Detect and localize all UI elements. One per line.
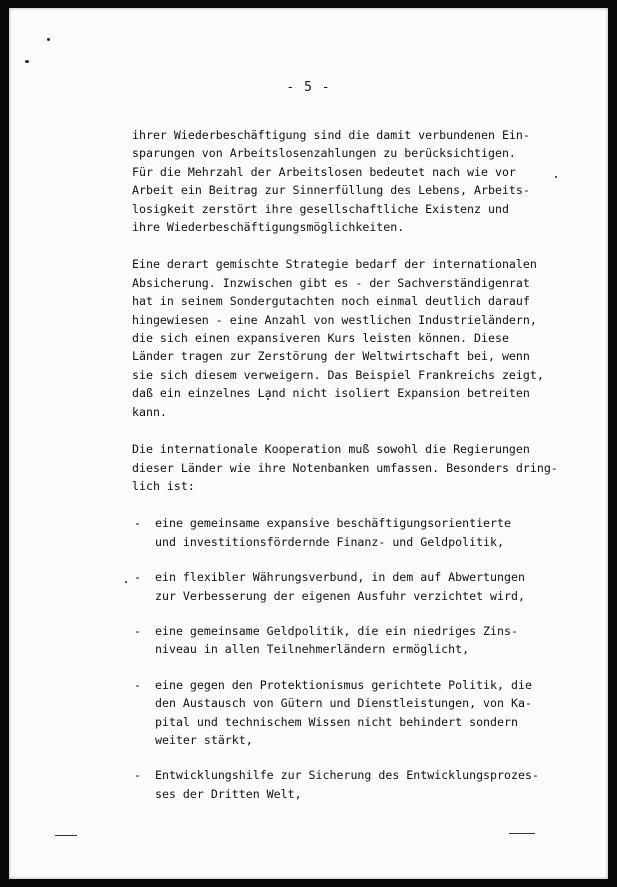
text-line: ein flexibler Währungsverbund, in dem auf Abwertungen <box>155 570 525 585</box>
dash-bullet: - <box>134 516 141 531</box>
scan-speck <box>125 581 127 583</box>
list-item <box>132 514 592 551</box>
list-item <box>132 766 592 803</box>
dash-bullet: - <box>134 570 141 585</box>
text-line: sparungen von Arbeitslosenzahlungen zu berücksichtigen. <box>132 146 516 161</box>
text-line: lich ist: <box>132 478 195 493</box>
text-line: ses der Dritten Welt, <box>155 786 302 801</box>
text-line: hingewiesen - eine Anzahl von westlichen Industrieländern, <box>132 312 537 327</box>
document-page <box>9 8 608 879</box>
dash-bullet: - <box>134 677 141 692</box>
list-item <box>132 568 592 605</box>
text-line: hat in seinem Sondergutachten noch einmal deutlich darauf <box>132 294 530 309</box>
text-line: Arbeit ein Beitrag zur Sinnerfüllung des Lebens, Arbeits- <box>132 183 530 198</box>
paragraph <box>132 255 592 421</box>
text-line: und investitionsfördernde Finanz- und Geldpolitik, <box>155 534 505 549</box>
scan-speck <box>47 38 50 41</box>
bullet-list <box>132 514 592 803</box>
list-item <box>132 622 592 659</box>
dash-bullet: - <box>134 768 141 783</box>
scan-mark <box>509 833 535 834</box>
paragraph <box>132 126 592 236</box>
text-line: pital und technischem Wissen nicht behindert sondern <box>155 714 518 729</box>
text-line: die sich einen expansiveren Kurs leisten können. Diese <box>132 331 509 346</box>
scan-speck <box>25 60 29 63</box>
text-line: Eine derart gemischte Strategie bedarf der internationalen <box>132 257 537 272</box>
text-line: eine gegen den Protektionismus gerichtete Politik, die <box>155 677 532 692</box>
text-line: kann. <box>132 404 167 419</box>
text-line: niveau in allen Teilnehmerländern ermöglicht, <box>155 642 470 657</box>
list-item <box>132 676 592 750</box>
dash-bullet: - <box>134 623 141 638</box>
text-line: Länder tragen zur Zerstörung der Weltwirtschaft bei, wenn <box>132 349 530 364</box>
page-number: - 5 - <box>286 80 331 95</box>
text-line: Absicherung. Inzwischen gibt es - der Sachverständigenrat <box>132 275 530 290</box>
text-line: sie sich diesem verweigern. Das Beispiel Frankreichs zeigt, <box>132 367 544 382</box>
text-line: Entwicklungshilfe zur Sicherung des Entwicklungsprozes- <box>155 768 539 783</box>
document-body <box>132 126 592 820</box>
text-line: Für die Mehrzahl der Arbeitslosen bedeutet nach wie vor <box>132 164 516 179</box>
text-line: Die internationale Kooperation muß sowohl die Regierungen <box>132 442 530 457</box>
text-line: ihre Wiederbeschäftigungsmöglichkeiten. <box>132 220 405 235</box>
text-line: eine gemeinsame Geldpolitik, die ein niedriges Zins- <box>155 623 518 638</box>
text-line: den Austausch von Gütern und Dienstleistungen, von Ka- <box>155 696 532 711</box>
text-line: ihrer Wiederbeschäftigung sind die damit verbundenen Ein- <box>132 128 530 142</box>
text-line: losigkeit zerstört ihre gesellschaftliche Existenz und <box>132 201 509 216</box>
text-line: weiter stärkt, <box>155 732 253 747</box>
text-line: dieser Länder wie ihre Notenbanken umfassen. Besonders dring- <box>132 460 558 475</box>
text-line: eine gemeinsame expansive beschäftigungsorientierte <box>155 516 511 531</box>
text-line: daß ein einzelnes Land nicht isoliert Expansion betreiten <box>132 386 530 401</box>
text-line: zur Verbesserung der eigenen Ausfuhr verzichtet wird, <box>155 588 525 603</box>
paragraph <box>132 440 592 495</box>
scan-mark <box>55 835 77 836</box>
